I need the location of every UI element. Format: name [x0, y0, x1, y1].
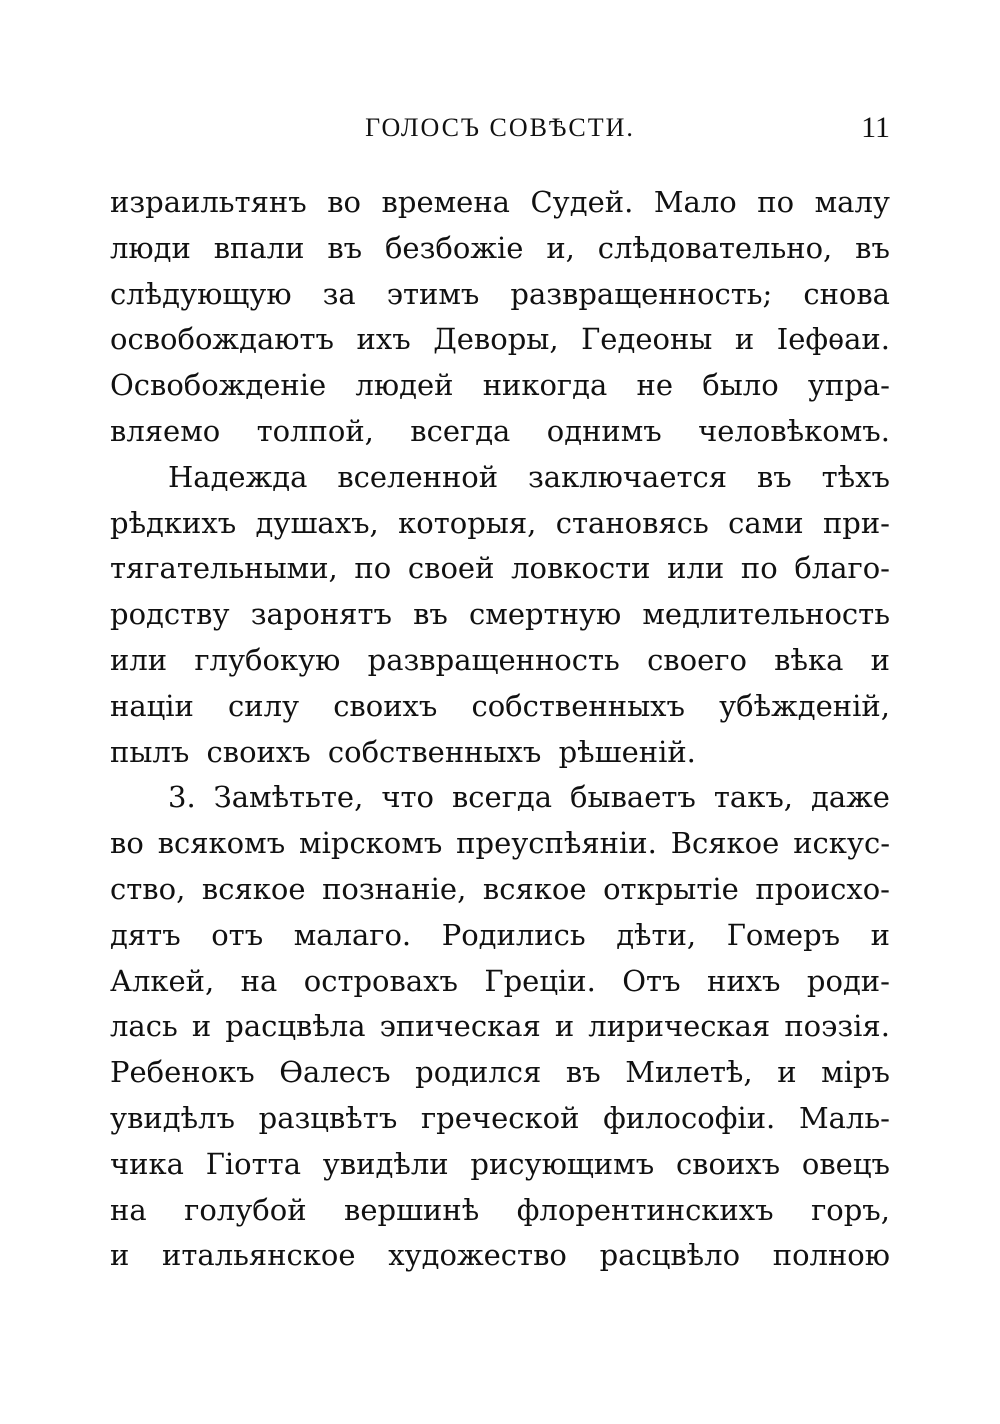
word: силу [228, 688, 300, 723]
word: тѣхъ [821, 459, 890, 494]
word: даже [810, 780, 890, 815]
word: глубокую [194, 642, 341, 677]
word: благо- [794, 551, 890, 586]
word: въ [327, 230, 363, 265]
word: слѣдующую [110, 276, 292, 311]
word: развращенность; [510, 276, 773, 311]
word: лась [110, 1009, 178, 1044]
text-line [110, 317, 890, 363]
word: Освобожденіе [110, 368, 327, 403]
word: за [322, 276, 356, 311]
text-line [110, 1188, 890, 1234]
word: въ [565, 1055, 601, 1090]
word: и [870, 917, 890, 952]
text-line [110, 455, 890, 501]
text-line [110, 1004, 890, 1050]
word: расцвѣло [599, 1238, 741, 1273]
word: и [777, 1055, 797, 1090]
word: и, [546, 230, 575, 265]
word: 3. [168, 780, 196, 815]
word: толпой, [256, 413, 374, 448]
word: преуспѣяніи. [456, 826, 657, 861]
word: вселенной [337, 459, 499, 494]
word: эпическая [379, 1009, 541, 1044]
word: чика [110, 1146, 184, 1181]
word: становясь [555, 505, 709, 540]
word: Гедеоны [581, 322, 713, 357]
word: вершинѣ [344, 1192, 480, 1227]
text-line [110, 1142, 890, 1188]
word: при- [822, 505, 890, 540]
word: родился [415, 1055, 542, 1090]
word: своего [647, 642, 747, 677]
word: Алкей, [110, 963, 215, 998]
word: во [327, 185, 361, 219]
word: роди- [806, 963, 890, 998]
word: слѣдовательно, [597, 230, 833, 265]
word: въ [855, 230, 890, 265]
text-line [110, 180, 890, 226]
word: душахъ, [255, 505, 379, 540]
word: Гомеръ [726, 917, 841, 952]
word: островахъ [303, 963, 458, 998]
word: вѣка [774, 642, 844, 677]
word: Ѳалесъ [279, 1055, 391, 1090]
word: своей [407, 551, 495, 586]
word: увидѣли [322, 1146, 449, 1181]
word: флорентинскихъ [516, 1192, 774, 1227]
word: и [554, 1009, 575, 1044]
word: рисующимъ [470, 1146, 655, 1181]
word: философіи. [603, 1100, 776, 1135]
text-line [110, 1096, 890, 1142]
word: мірскомъ [299, 826, 443, 861]
word: на [240, 963, 278, 998]
paragraph [110, 180, 890, 455]
text-line [110, 1233, 890, 1279]
text-line [110, 1050, 890, 1096]
word: Всякое [670, 826, 780, 861]
word: или [110, 642, 168, 677]
word: людей [355, 368, 454, 403]
word: смертную [469, 597, 622, 632]
text-line [110, 501, 890, 547]
running-header [110, 108, 890, 148]
word: тягательными, [110, 551, 338, 586]
word: горъ, [811, 1192, 890, 1227]
text-line [110, 867, 890, 913]
word: развращенность [367, 642, 620, 677]
text-line [110, 409, 890, 455]
word: по [757, 185, 795, 219]
text-line [110, 775, 890, 821]
word: израильтянъ [110, 185, 307, 219]
text-line [110, 684, 890, 730]
word: дятъ [110, 917, 181, 952]
word: художество [388, 1238, 567, 1273]
word: Надежда [168, 459, 308, 494]
word: всегда [451, 780, 553, 815]
word: снова [803, 276, 890, 311]
word: Замѣтьте, [213, 780, 364, 815]
word: впали [213, 230, 305, 265]
text-line [110, 913, 890, 959]
word: Гіотта [205, 1146, 302, 1181]
page-number: 11 [861, 111, 890, 144]
word: ихъ [356, 322, 411, 357]
word: малаго. [293, 917, 412, 952]
word: которыя, [398, 505, 537, 540]
word: малу [814, 185, 890, 219]
word: и [191, 1009, 212, 1044]
word: Іефѳаи. [776, 322, 890, 357]
text-line [110, 363, 890, 409]
word: открытіе [603, 871, 739, 906]
word: познаніе, [322, 871, 467, 906]
word: своихъ [333, 688, 438, 723]
word: этимъ [386, 276, 480, 311]
word: и [870, 642, 890, 677]
word: отъ [211, 917, 264, 952]
word: безбожіе [384, 230, 524, 265]
word: на [110, 1192, 147, 1227]
word: по [740, 551, 778, 586]
text-line [110, 546, 890, 592]
word: всякое [201, 871, 306, 906]
word: овецъ [801, 1146, 890, 1181]
word: было [702, 368, 779, 403]
text-line [110, 272, 890, 318]
word: освобождаютъ [110, 322, 334, 357]
word: люди [110, 230, 191, 265]
word: поэзія. [784, 1009, 890, 1044]
word: вляемо [110, 413, 221, 448]
running-title: ГОЛОСЪ СОВѢСТИ. [365, 113, 635, 142]
word: нихъ [707, 963, 781, 998]
text-line [110, 959, 890, 1005]
word: Греціи. [484, 963, 596, 998]
word: своихъ [675, 1146, 781, 1181]
text-line [110, 592, 890, 638]
word: или [667, 551, 725, 586]
word: голубой [184, 1192, 307, 1227]
word: искус- [793, 826, 890, 861]
word: не [636, 368, 674, 403]
word: времена [381, 185, 510, 219]
word: разцвѣтъ [258, 1100, 398, 1135]
word: заключается [527, 459, 728, 494]
word: полною [772, 1238, 890, 1273]
word: заронятъ [250, 597, 392, 632]
word: рѣдкихъ [110, 505, 237, 540]
word: что [381, 780, 434, 815]
word: греческой [420, 1100, 580, 1135]
word: убѣжденій, [719, 688, 890, 723]
word: медлительность [642, 597, 890, 632]
body-text [110, 180, 890, 1279]
paragraph [110, 455, 890, 776]
word: ловкости [511, 551, 651, 586]
word: Судей. [530, 185, 634, 219]
word: міръ [821, 1055, 890, 1090]
word: націи [110, 688, 194, 723]
word: сами [728, 505, 804, 540]
word: происхо- [755, 871, 890, 906]
word: итальянское [162, 1238, 356, 1273]
word: Родились [441, 917, 586, 952]
word: Ребенокъ [110, 1055, 255, 1090]
word: никогда [482, 368, 608, 403]
word: всякомъ [157, 826, 286, 861]
word: Маль- [798, 1100, 890, 1135]
word: всякое [482, 871, 587, 906]
word: въ [413, 597, 448, 632]
word: ство, [110, 871, 186, 906]
word: однимъ [546, 413, 662, 448]
text-line [110, 638, 890, 684]
word: по [354, 551, 392, 586]
word: и [734, 322, 755, 357]
word: такъ, [713, 780, 793, 815]
word: упра- [807, 368, 890, 403]
word: собственныхъ [471, 688, 685, 723]
word: дѣти, [616, 917, 697, 952]
text-line [110, 821, 890, 867]
paragraph [110, 775, 890, 1279]
word: во [110, 826, 144, 861]
word: родству [110, 597, 230, 632]
word: всегда [410, 413, 511, 448]
word: лирическая [588, 1009, 771, 1044]
word: Деворы, [433, 322, 559, 357]
word: человѣкомъ. [698, 413, 890, 448]
word: въ [756, 459, 792, 494]
word: Милетѣ, [625, 1055, 753, 1090]
word: расцвѣла [225, 1009, 366, 1044]
word: Мало [653, 185, 737, 219]
word: и [110, 1238, 130, 1273]
word: бываетъ [570, 780, 696, 815]
word: Отъ [622, 963, 681, 998]
word: увидѣлъ [110, 1100, 235, 1135]
text-line [110, 226, 890, 272]
text-line: пылъ своихъ собственныхъ рѣшеній. [110, 734, 696, 769]
